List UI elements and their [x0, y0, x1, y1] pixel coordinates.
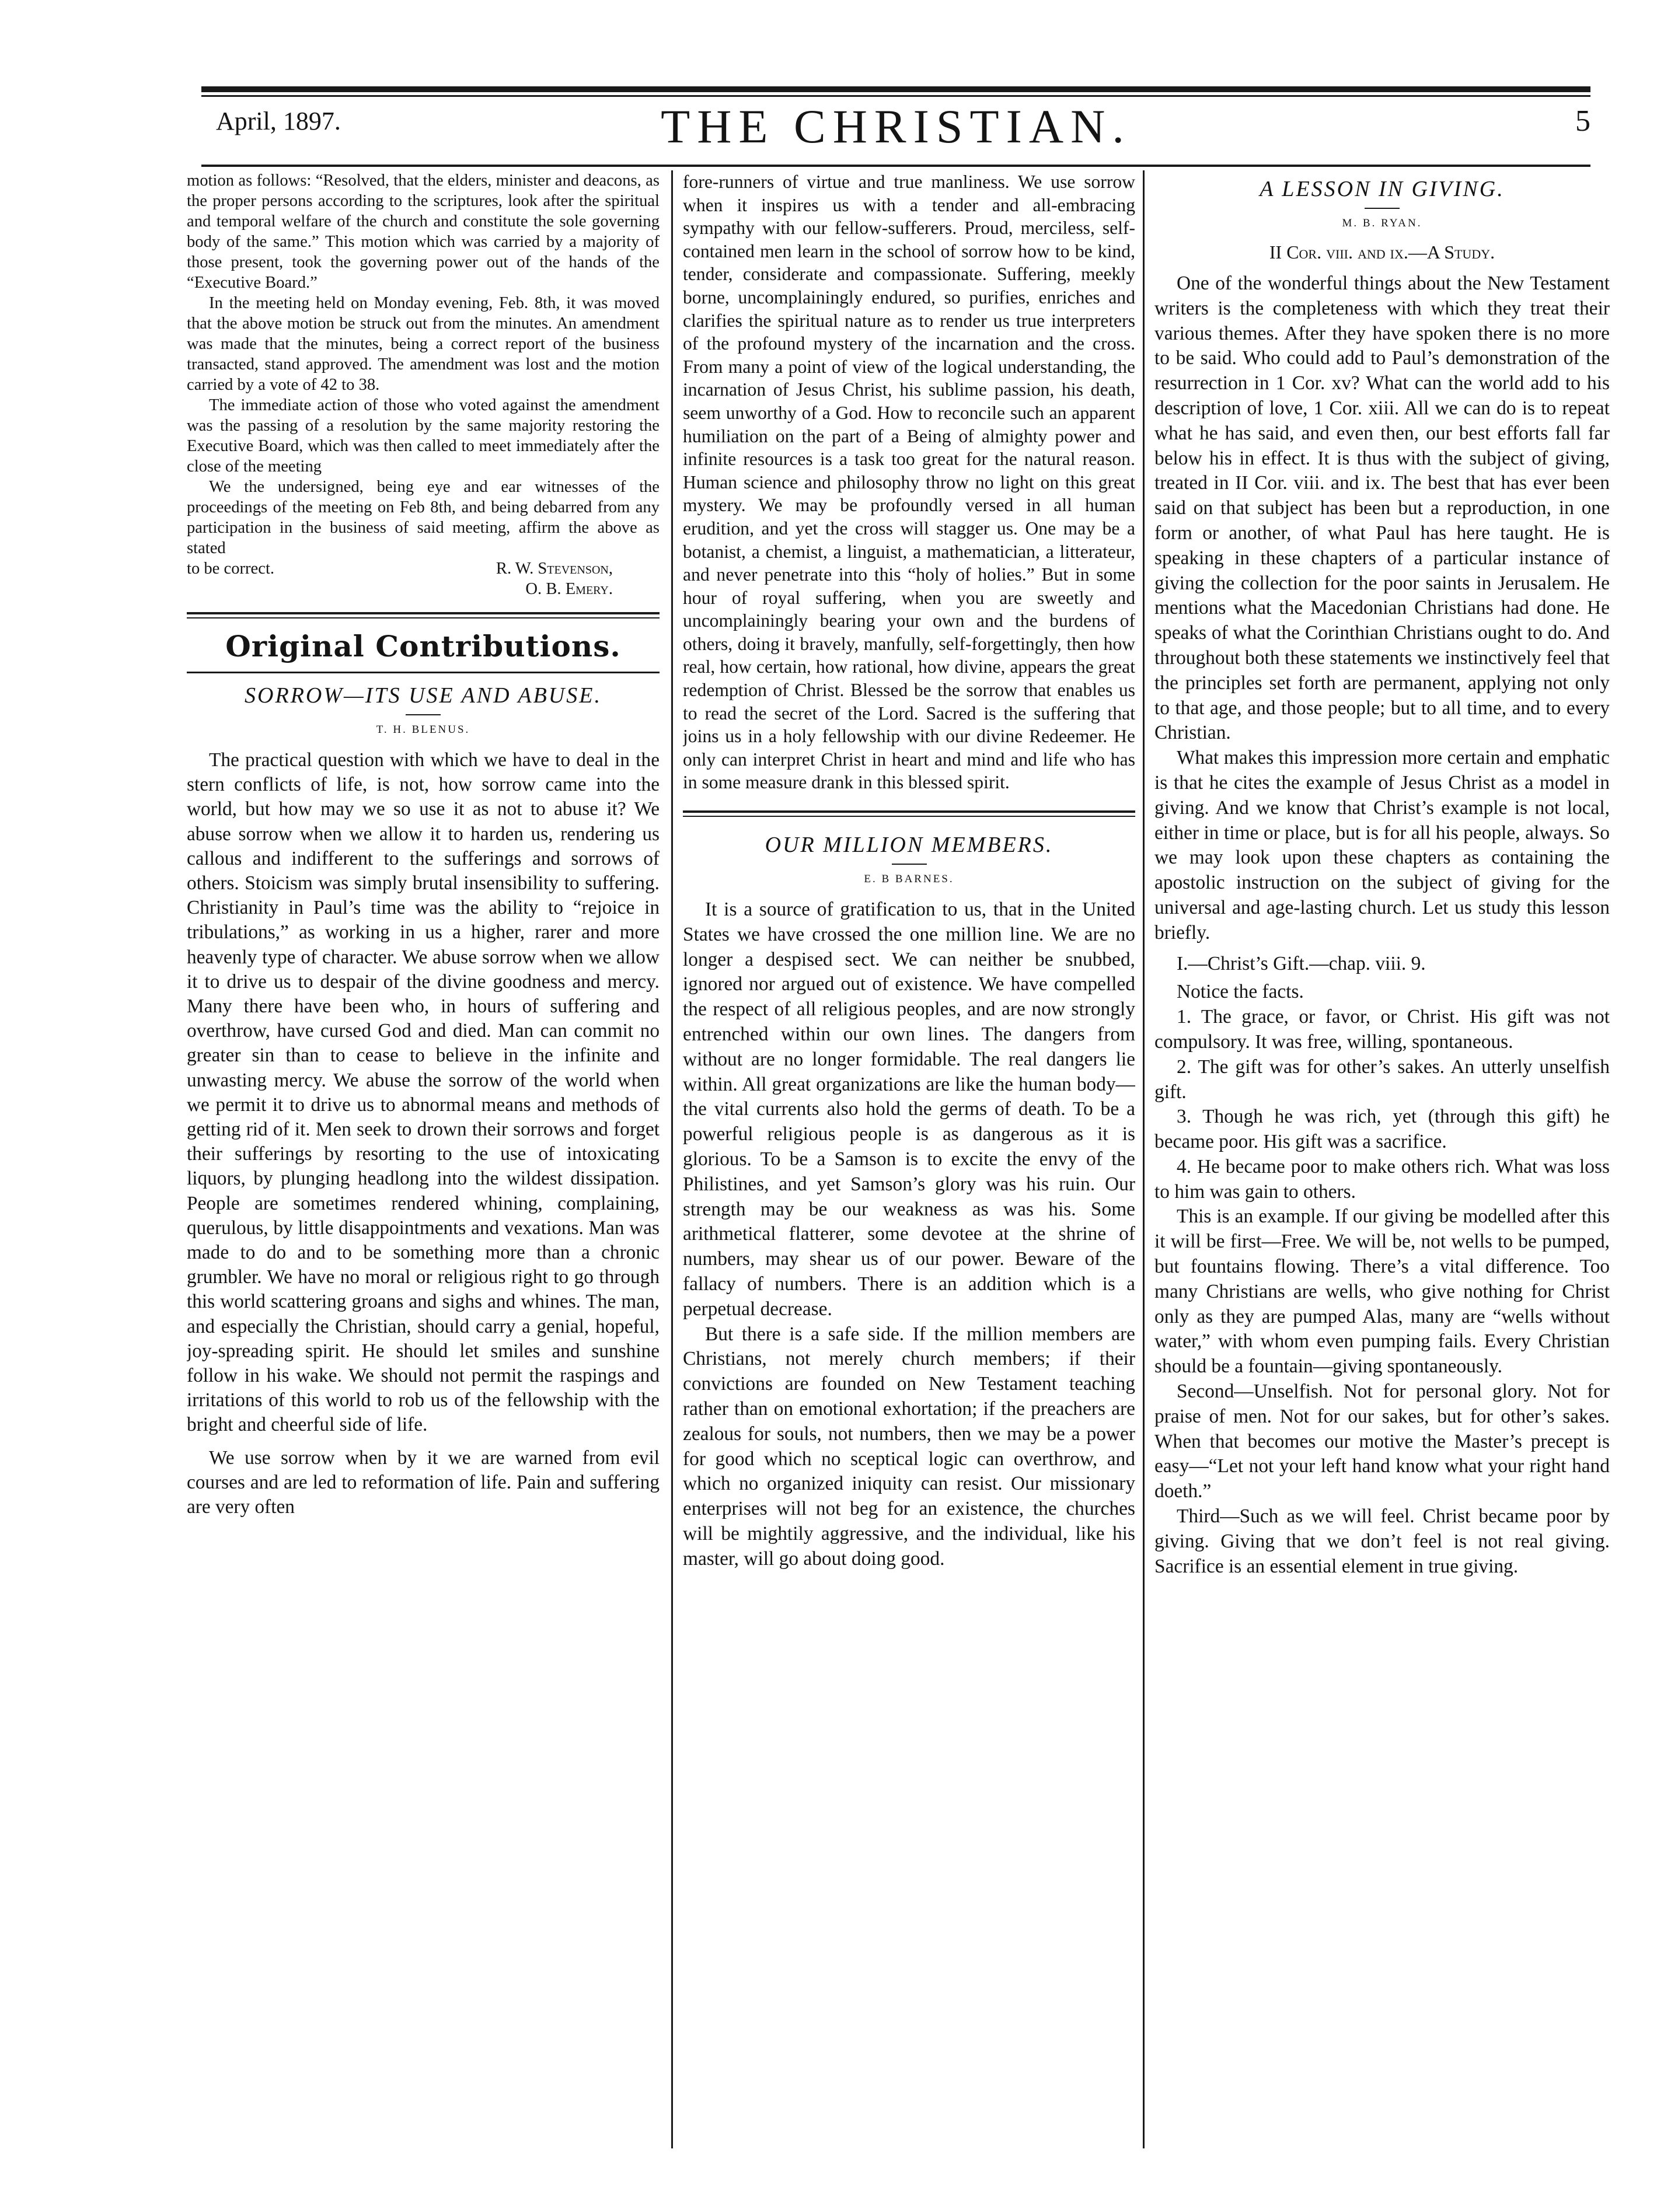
- article-title: SORROW—ITS USE AND ABUSE.: [245, 683, 602, 708]
- issue-date: April, 1897.: [216, 107, 341, 135]
- numbered-fact: 1. The grace, or favor, or Christ. His gift was not compulsory. It was free, willing, spontaneous.: [1154, 1006, 1610, 1053]
- section-rule: [187, 672, 660, 673]
- paragraph: In the meeting held on Monday evening, Feb. 8th, it was moved that the above motion be struck out from the minutes. An amendment was made that the minutes, being a correct report of the business transacted, stand approved. The amendment was lost and the motion carried by a vote of 42 to 38.: [187, 294, 660, 394]
- paragraph: Third—Such as we will feel. Christ became poor by giving. Giving that we don’t feel is not real giving. Sacrifice is an essential element in true giving.: [1154, 1505, 1610, 1577]
- paragraph: Notice the facts.: [1177, 981, 1304, 1003]
- article-title: A LESSON IN GIVING.: [1260, 177, 1505, 201]
- title-dash: [1365, 208, 1400, 209]
- article-author: M. B. RYAN.: [1342, 217, 1422, 229]
- point-heading: I.—Christ’s Gift.—chap. viii. 9.: [1177, 952, 1426, 974]
- paragraph: fore-runners of virtue and true manliness. We use sorrow when it inspires us with a tender and all-embracing sympathy with our fellow-sufferers. Proud, merciless, self-contained men learn in the school of sorrow how to be kind, tender, considerate and compassionate. Suffering, meekly borne, uncomplainingly endured, so purifies, enriches and clarifies the spiritual nature as to render us true interpreters of the profound mystery of the incarnation and the cross. From many a point of view of the logical understanding, the incarnation of Jesus Christ, his sublime passion, his death, seem unworthy of a God. How to reconcile such an apparent humiliation on the part of a Being of almighty power and infinite resources is a task too great for the natural reason. Human science and philosophy throw no light on this great mystery. We may be profoundly versed in all human erudition, and yet the cross will stagger us. One may be a botanist, a chemist, a linguist, a mathematician, a litterateur, and never penetrate into this “holy of holies.” But in some hour of royal suffering, when you are sweetly and uncomplainingly bearing your own and the burdens of others, doing it bravely, manfully, self-forgettingly, then how real, how certain, how rational, how divine, appears the great redemption of Christ. Blessed be the sorrow that enables us to read the secret of the Lord. Sacred is the suffering that joins us in a holy fellowship with our divine Redeemer. He only can interpret Christ in heart and mind and life who has in some measure drank in this blessed spirit.: [683, 172, 1135, 793]
- column-divider: [1143, 170, 1145, 2148]
- column-3: [1154, 170, 1610, 2154]
- article-body: [187, 748, 660, 1519]
- numbered-fact: 4. He became poor to make others rich. What was loss to him was gain to others.: [1154, 1155, 1610, 1203]
- paragraph: This is an example. If our giving be modelled after this it will be first—Free. We will be, not wells to be pumped, but fountains flowing. There’s a vital difference. Too many Christians are wells, who give nothing for Christ only as they are pumped Alas, many are “wells without water,” with whom even pumping fails. Every Christian should be a fountain—giving spontaneously.: [1154, 1205, 1610, 1378]
- article-title: OUR MILLION MEMBERS.: [765, 833, 1053, 858]
- top-thick-rule: [201, 86, 1590, 92]
- minutes-report: [187, 170, 660, 558]
- column-2: [683, 170, 1135, 2154]
- article-rule: [683, 810, 1135, 817]
- paragraph: motion as follows: “Resolved, that the elders, minister and deacons, as the proper persons according to the scriptures, look after the spiritual and temporal welfare of the church and constitute the sole governing body of the same.” This motion which was carried by a majority of those present, took the governing power out of the hands of the “Executive Board.”: [187, 172, 660, 292]
- article-body: [683, 897, 1135, 1572]
- header-rule: [201, 165, 1590, 167]
- paragraph: One of the wonderful things about the New Testament writers is the completeness with which they treat their various themes. After they have spoken there is no more to be said. Who could add to Paul’s demonstration of the resurrection in 1 Cor. xv? What can the world add to his description of love, 1 Cor. xiii. All we can do is to repeat what he has said, and even then, our best efforts fall far below his in effect. It is thus with the subject of giving, treated in II Cor. viii. and ix. The best that has ever been said on that subject has been but a reproduction, in one form or another, of what Paul has here taught. He is speaking in these chapters of a particular instance of giving the collection for the poor saints in Jerusalem. He mentions what the Macedonian Christians had done. He speaks of what the Corinthian Christians ought to do. And throughout both these statements we instinctively feel that the principles set forth are permanent, applying not only to that age, and those people; but to all time, and to every Christian.: [1154, 272, 1610, 744]
- numbered-fact: 3. Though he was rich, yet (through this gift) he became poor. His gift was a sacrifice.: [1154, 1106, 1610, 1153]
- page-number: 5: [1575, 104, 1590, 138]
- paragraph: We use sorrow when by it we are warned from evil courses and are led to reformation of life. Pain and suffering are very often: [187, 1446, 660, 1518]
- paragraph: The immediate action of those who voted against the amendment was the passing of a resolution by the same majority restoring the Executive Board, which was then called to meet immediately after the close of the meeting: [187, 396, 660, 476]
- column-divider: [671, 170, 673, 2148]
- article-subtitle: II Cor. viii. and ix.—A Study.: [1269, 242, 1495, 263]
- section-rule: [187, 612, 660, 618]
- paragraph: What makes this impression more certain and emphatic is that he cites the example of Jesus Christ as a model in giving. And we know that Christ’s example is not local, either in time or place, but is for all his people, always. So we may look upon these chapters as containing the apostolic instruction on the subject of giving for the universal and age-lasting church. Let us study this lesson briefly.: [1154, 747, 1610, 943]
- article-body: [1154, 271, 1610, 1579]
- paragraph: It is a source of gratification to us, that in the United States we have crossed the one million line. We are no longer a despised sect. We can neither be snubbed, ignored nor argued out of existence. We have compelled the respect of all religious peoples, and are now strongly entrenched within our own lines. The dangers from without are no longer formidable. The real dangers lie within. All great organizations are like the human body—the vital currents also hold the germs of death. To be a powerful religious people is as dangerous as it is glorious. To be a Samson is to excite the envy of the Philistines, and yet Samson’s glory was his ruin. Our strength may be our weakness as was his. Some arithmetical flatterer, some devotee at the shrine of numbers, may shear us of our power. Beware of the fallacy of numbers. There is an addition which is a perpetual decrease.: [683, 899, 1135, 1320]
- signer-name: R. W. Stevenson,: [496, 560, 613, 578]
- title-dash: [406, 714, 441, 715]
- paragraph: We the undersigned, being eye and ear witnesses of the proceedings of the meeting on Feb 8th, and being debarred from any participation in the business of said meeting, affirm the above as stated: [187, 478, 660, 557]
- article-author: E. B BARNES.: [864, 873, 954, 886]
- signer-name: O. B. Emery.: [525, 580, 613, 598]
- signature-lead: to be correct.: [187, 560, 275, 578]
- article-author: T. H. BLENUS.: [376, 724, 470, 736]
- section-heading: Original Contributions.: [225, 629, 621, 663]
- top-thin-rule: [201, 95, 1590, 97]
- numbered-fact: 2. The gift was for other’s sakes. An utterly unselfish gift.: [1154, 1056, 1610, 1103]
- newspaper-title: THE CHRISTIAN.: [661, 100, 1131, 153]
- masthead: [201, 99, 1590, 163]
- paragraph: But there is a safe side. If the million members are Christians, not merely church members; if their convictions are founded on New Testament teaching rather than on emotional exhortation; if the preachers are zealous for souls, not numbers, then we may be a power for good which no sceptical logic can overthrow, and which no organized iniquity can resist. Our missionary enterprises will not beg for an existence, the churches will be mightily aggressive, and the individual, like his master, will go about doing good.: [683, 1323, 1135, 1570]
- paragraph: The practical question with which we have to deal in the stern conflicts of life, is not, how sorrow came into the world, but how may we so use it as not to abuse it? We abuse sorrow when we allow it to harden us, rendering us callous and indifferent to the sufferings and sorrows of others. Stoicism was simply brutal insensibility to suffering. Christianity in Paul’s time was the ability to “rejoice in tribulations,” as working in us a higher, rarer and more heavenly type of character. We abuse sorrow when we allow it to drive us to despair of the divine goodness and mercy. Many there have been who, in hours of suffering and overthrow, have cursed God and died. Man can commit no greater sin than to cease to believe in the infinite and unwasting mercy. We abuse the sorrow of the world when we permit it to drive us to abnormal means and methods of getting rid of it. Men seek to drown their sorrows and forget their sufferings by resorting to the use of intoxicating liquors, by plunging headlong into the wildest dissipation. People are sometimes rendered whining, complaining, querulous, by little disappointments and vexations. Man was made to do and to be something more than a chronic grumbler. We have no moral or religious right to go through this world scattering groans and sighs and whines. The man, and especially the Christian, should carry a genial, hopeful, joy-spreading spirit. He should let smiles and sunshine follow in his wake. We should not permit the raspings and irritations of this world to rob us of the fellowship with the bright and cheerful side of life.: [187, 749, 660, 1436]
- article-continuation: [683, 170, 1135, 794]
- signatures: [187, 558, 660, 599]
- column-1: [187, 170, 660, 2154]
- paragraph: Second—Unselfish. Not for personal glory. Not for praise of men. Not for our sakes, but for other’s sakes. When that becomes our motive the Master’s precept is easy—“Let not your left hand know what your right hand doeth.”: [1154, 1381, 1610, 1502]
- title-dash: [892, 864, 927, 865]
